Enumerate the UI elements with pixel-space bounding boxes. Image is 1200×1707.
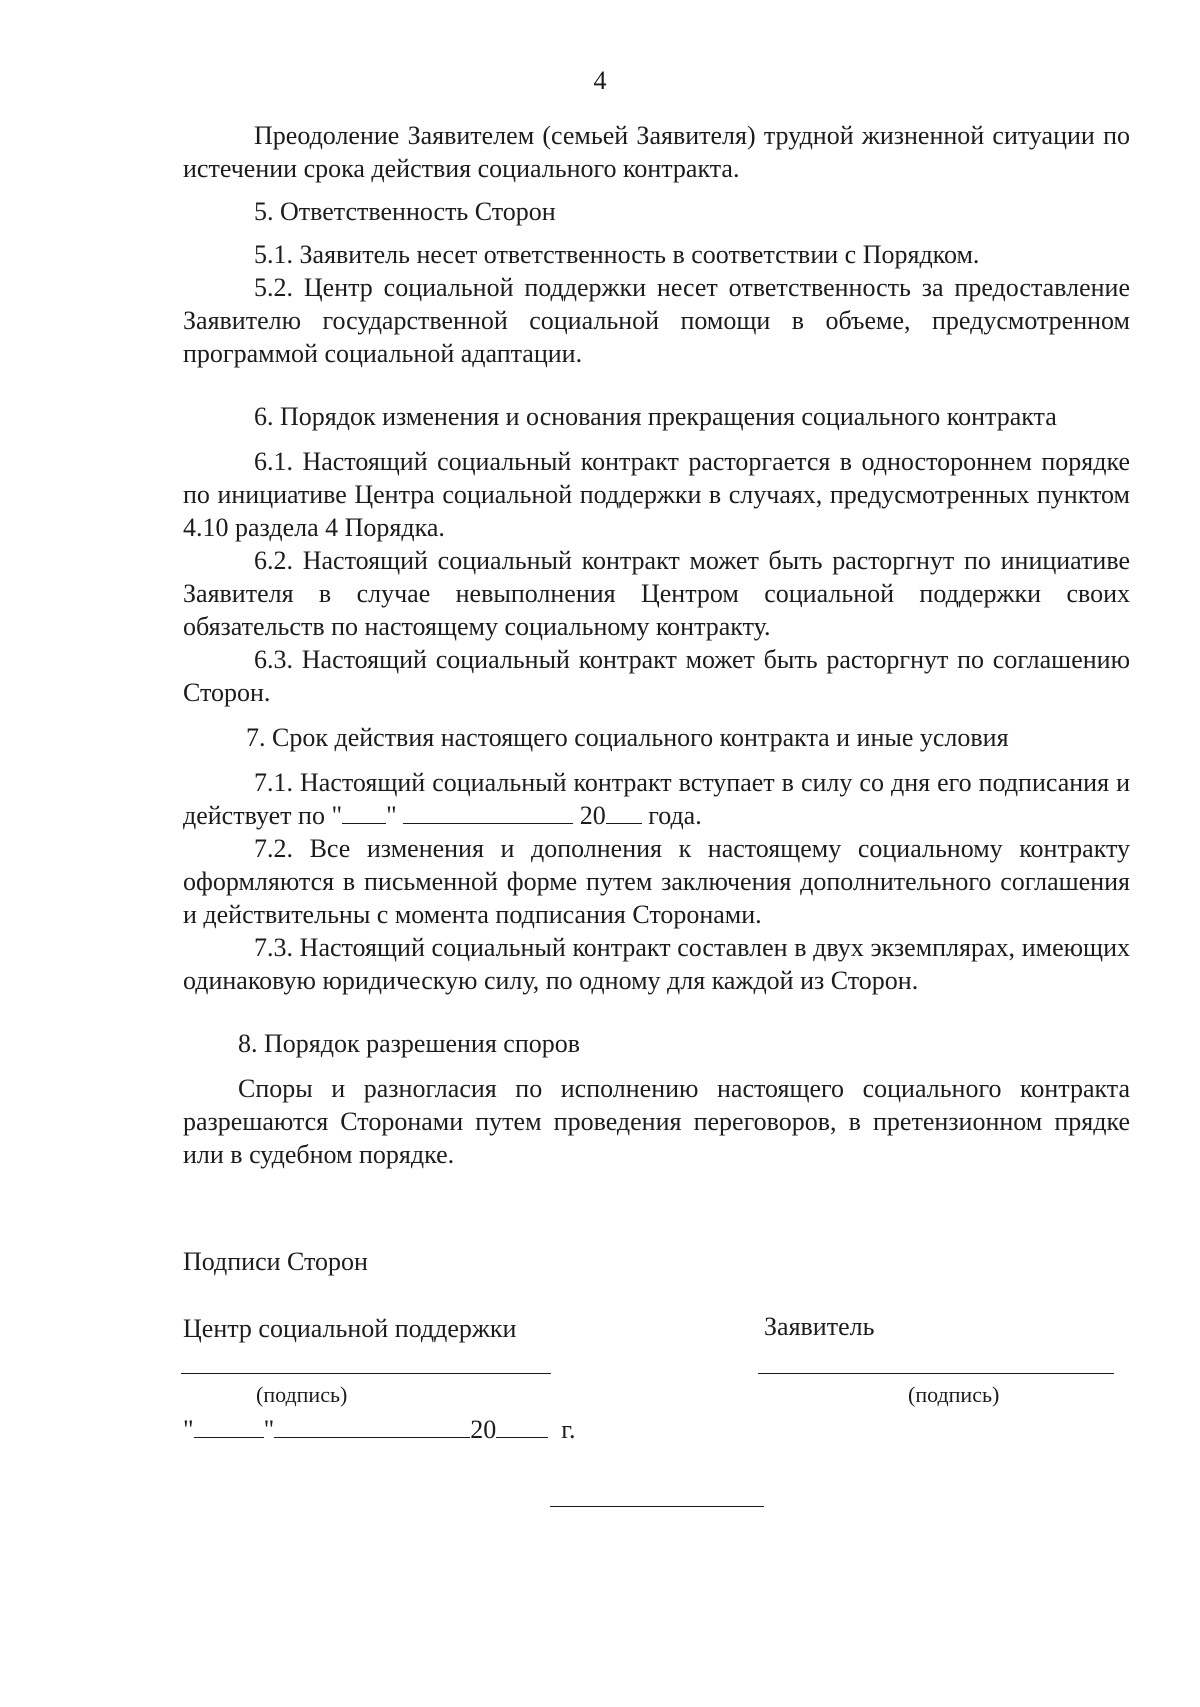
day-blank[interactable] [342, 799, 386, 824]
clause-7-2: 7.2. Все изменения и дополнения к настоящему социальному контракту оформляются в письменной форме путем заключения дополнительного соглашения и действительны с момента подписания Сторонами. [183, 834, 1130, 929]
page-number: 4 [593, 66, 607, 95]
section-heading-5: 5. Ответственность Сторон [254, 197, 556, 226]
paragraph-intro: Преодоление Заявителем (семьей Заявителя) трудной жизненной ситуации по истечении срока действия социального контракта. [183, 121, 1130, 183]
clause-7-3: 7.3. Настоящий социальный контракт составлен в двух экземплярах, имеющих одинаковую юридическую силу, по одному для каждой из Сторон. [183, 933, 1130, 995]
clause-6-3: 6.3. Настоящий социальный контракт может быть расторгнут по соглашению Сторон. [183, 645, 1130, 707]
clause-7-1-quote: " [386, 801, 397, 830]
clause-6-2: 6.2. Настоящий социальный контракт может быть расторгнут по инициативе Заявителя в случае невыполнения Центром социальной поддержки своих обязательств по настоящему социальному контракту. [183, 546, 1130, 641]
clause-7-1-text: 7.1. Настоящий социальный контракт вступает в силу со дня его подписания и действует по " [183, 768, 1130, 830]
left-signature-line[interactable] [181, 1373, 551, 1374]
left-signature-caption: (подпись) [256, 1382, 348, 1407]
document-body [183, 119, 1130, 1171]
signature-date [183, 1413, 575, 1445]
clause-7-1-suffix: года. [648, 801, 702, 830]
section-heading-6: 6. Порядок изменения и основания прекращения социального контракта [254, 402, 1057, 431]
left-party-label: Центр социальной поддержки [183, 1314, 517, 1343]
right-signature-caption: (подпись) [908, 1382, 1000, 1407]
section-heading-8: 8. Порядок разрешения споров [238, 1029, 581, 1058]
date-suffix: г. [561, 1415, 576, 1444]
section-heading-7: 7. Срок действия настоящего социального контракта и иные условия [246, 723, 1009, 752]
clause-6-1: 6.1. Настоящий социальный контракт расторгается в одностороннем порядке по инициативе Центра социальной поддержки в случаях, предусмотренных пунктом 4.10 раздела 4 Порядка. [183, 447, 1130, 542]
right-signature-line[interactable] [758, 1373, 1114, 1374]
right-party-label: Заявитель [764, 1312, 875, 1341]
clause-7-1 [183, 766, 1130, 832]
clause-5-1: 5.1. Заявитель несет ответственность в соответствии с Порядком. [254, 240, 980, 269]
year-blank[interactable] [606, 799, 642, 824]
clause-7-1-year: 20 [579, 801, 606, 830]
date-day-blank[interactable] [194, 1413, 264, 1438]
date-month-blank[interactable] [274, 1413, 470, 1438]
date-year-prefix: 20 [470, 1415, 497, 1444]
end-of-document-line [550, 1506, 764, 1507]
signatures-heading: Подписи Сторон [183, 1247, 368, 1276]
date-quote-close: " [263, 1415, 275, 1444]
clause-5-2: 5.2. Центр социальной поддержки несет ответственность за предоставление Заявителю государственной социальной помощи в объеме, предусмотренном программой социальной адаптации. [183, 273, 1130, 368]
date-year-blank[interactable] [496, 1413, 548, 1438]
month-blank[interactable] [403, 799, 573, 824]
date-quote-open: " [183, 1415, 194, 1444]
clause-8: Споры и разногласия по исполнению настоящего социального контракта разрешаются Сторонами путем проведения переговоров, в претензионном прядке или в судебном порядке. [183, 1074, 1130, 1169]
